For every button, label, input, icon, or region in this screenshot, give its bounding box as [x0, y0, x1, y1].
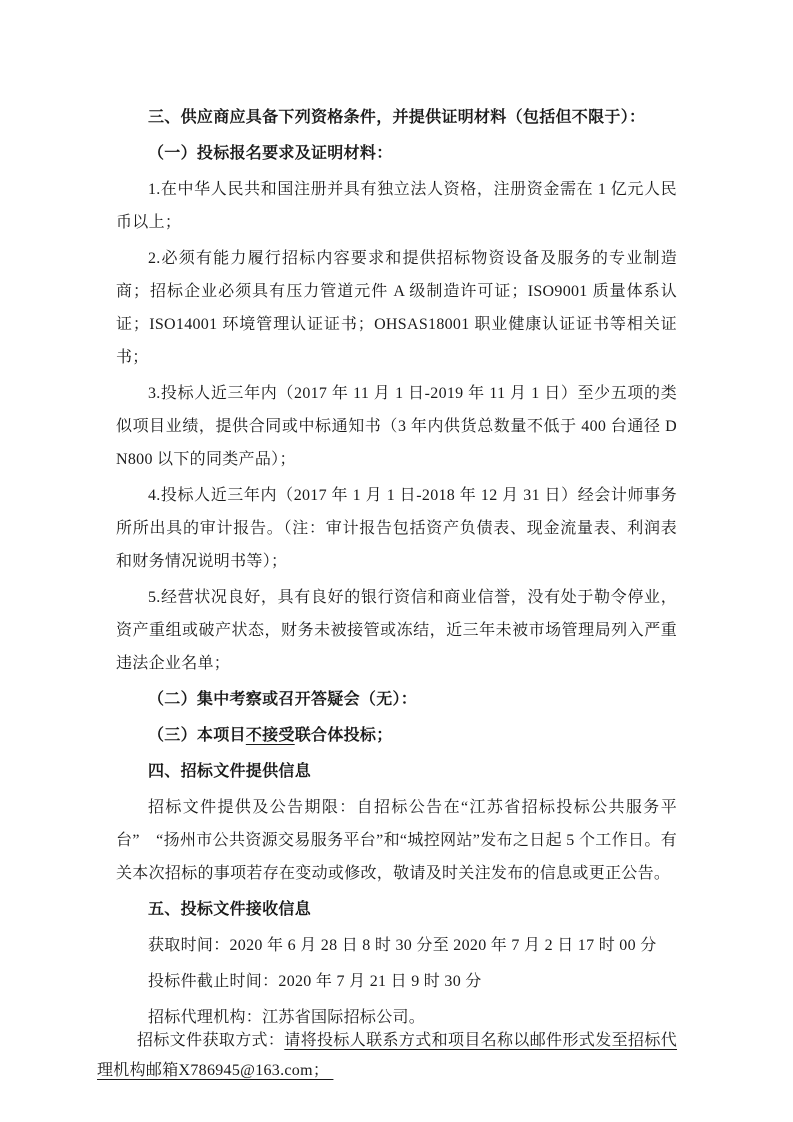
sub-heading-3 [116, 719, 677, 752]
sub-heading-3-tail: 联合体投标； [294, 727, 393, 744]
qualification-item-4: 4.投标人近三年内（2017 年 1 月 1 日-2018 年 12 月 31 日）经会计师事务所所出具的审计报告。（注：审计报告包括资产负债表、现金流量表、利润表和财务情况说明书等）； [116, 487, 677, 570]
doc-obtain-method-instruction-underlined: 请将投标人联系方式和项目名称以邮件形式发至招标代理机构邮箱X786945@163.com； [97, 1032, 678, 1079]
tender-agency: 招标代理机构：江苏省国际招标公司。 [148, 1009, 426, 1026]
doc-obtain-method-label: 招标文件获取方式： [137, 1032, 285, 1049]
doc-provision-period: 招标文件提供及公告期限：自招标公告在“江苏省招标投标公共服务平台” “扬州市公共资源交易服务平台”和“城控网站”发布之日起 5 个工作日。有关本次招标的事项若存在变动或修改，敬请及时关注发布的信息或更正公告。 [116, 799, 677, 882]
qualification-item-1: 1.在中华人民共和国注册并具有独立法人资格，注册资金需在 1 亿元人民币以上； [116, 181, 677, 231]
doc-obtain-method [97, 1026, 677, 1086]
qualification-item-2: 2.必须有能力履行招标内容要求和提供招标物资设备及服务的专业制造商；招标企业必须具有压力管道元件 A 级制造许可证；ISO9001 质量体系认证；ISO14001 环境管理认证证书；OHSAS18001 职业健康认证证书等相关证书； [116, 250, 677, 366]
sub-heading-2: （二）集中考察或召开答疑会（无）： [148, 691, 418, 708]
obtain-time: 获取时间：2020 年 6 月 28 日 8 时 30 分至 2020 年 7 月 2 日 17 时 00 分 [148, 937, 657, 954]
sub-heading-3-text: （三）本项目 [148, 727, 246, 744]
qualification-item-5: 5.经营状况良好，具有良好的银行资信和商业信誉，没有处于勒令停业，资产重组或破产状态，财务未被接管或冻结，近三年未被市场管理局列入严重违法企业名单； [116, 589, 677, 672]
section-3-heading: 三、供应商应具备下列资格条件，并提供证明材料（包括但不限于）： [148, 109, 646, 126]
qualification-item-3: 3.投标人近三年内（2017 年 11 月 1 日-2019 年 11 月 1 日）至少五项的类似项目业绩，提供合同或中标通知书（3 年内供货总数量不低于 400 台通径 DN800 以下的同类产品）； [116, 385, 677, 468]
section-4-heading: 四、招标文件提供信息 [148, 763, 312, 780]
section-5-heading: 五、投标文件接收信息 [148, 901, 312, 918]
sub-heading-1: （一）投标报名要求及证明材料： [148, 145, 393, 162]
no-consortium-underlined: 不接受 [245, 727, 295, 744]
bid-deadline: 投标件截止时间：2020 年 7 月 21 日 9 时 30 分 [148, 973, 482, 990]
document-content [97, 101, 678, 1089]
